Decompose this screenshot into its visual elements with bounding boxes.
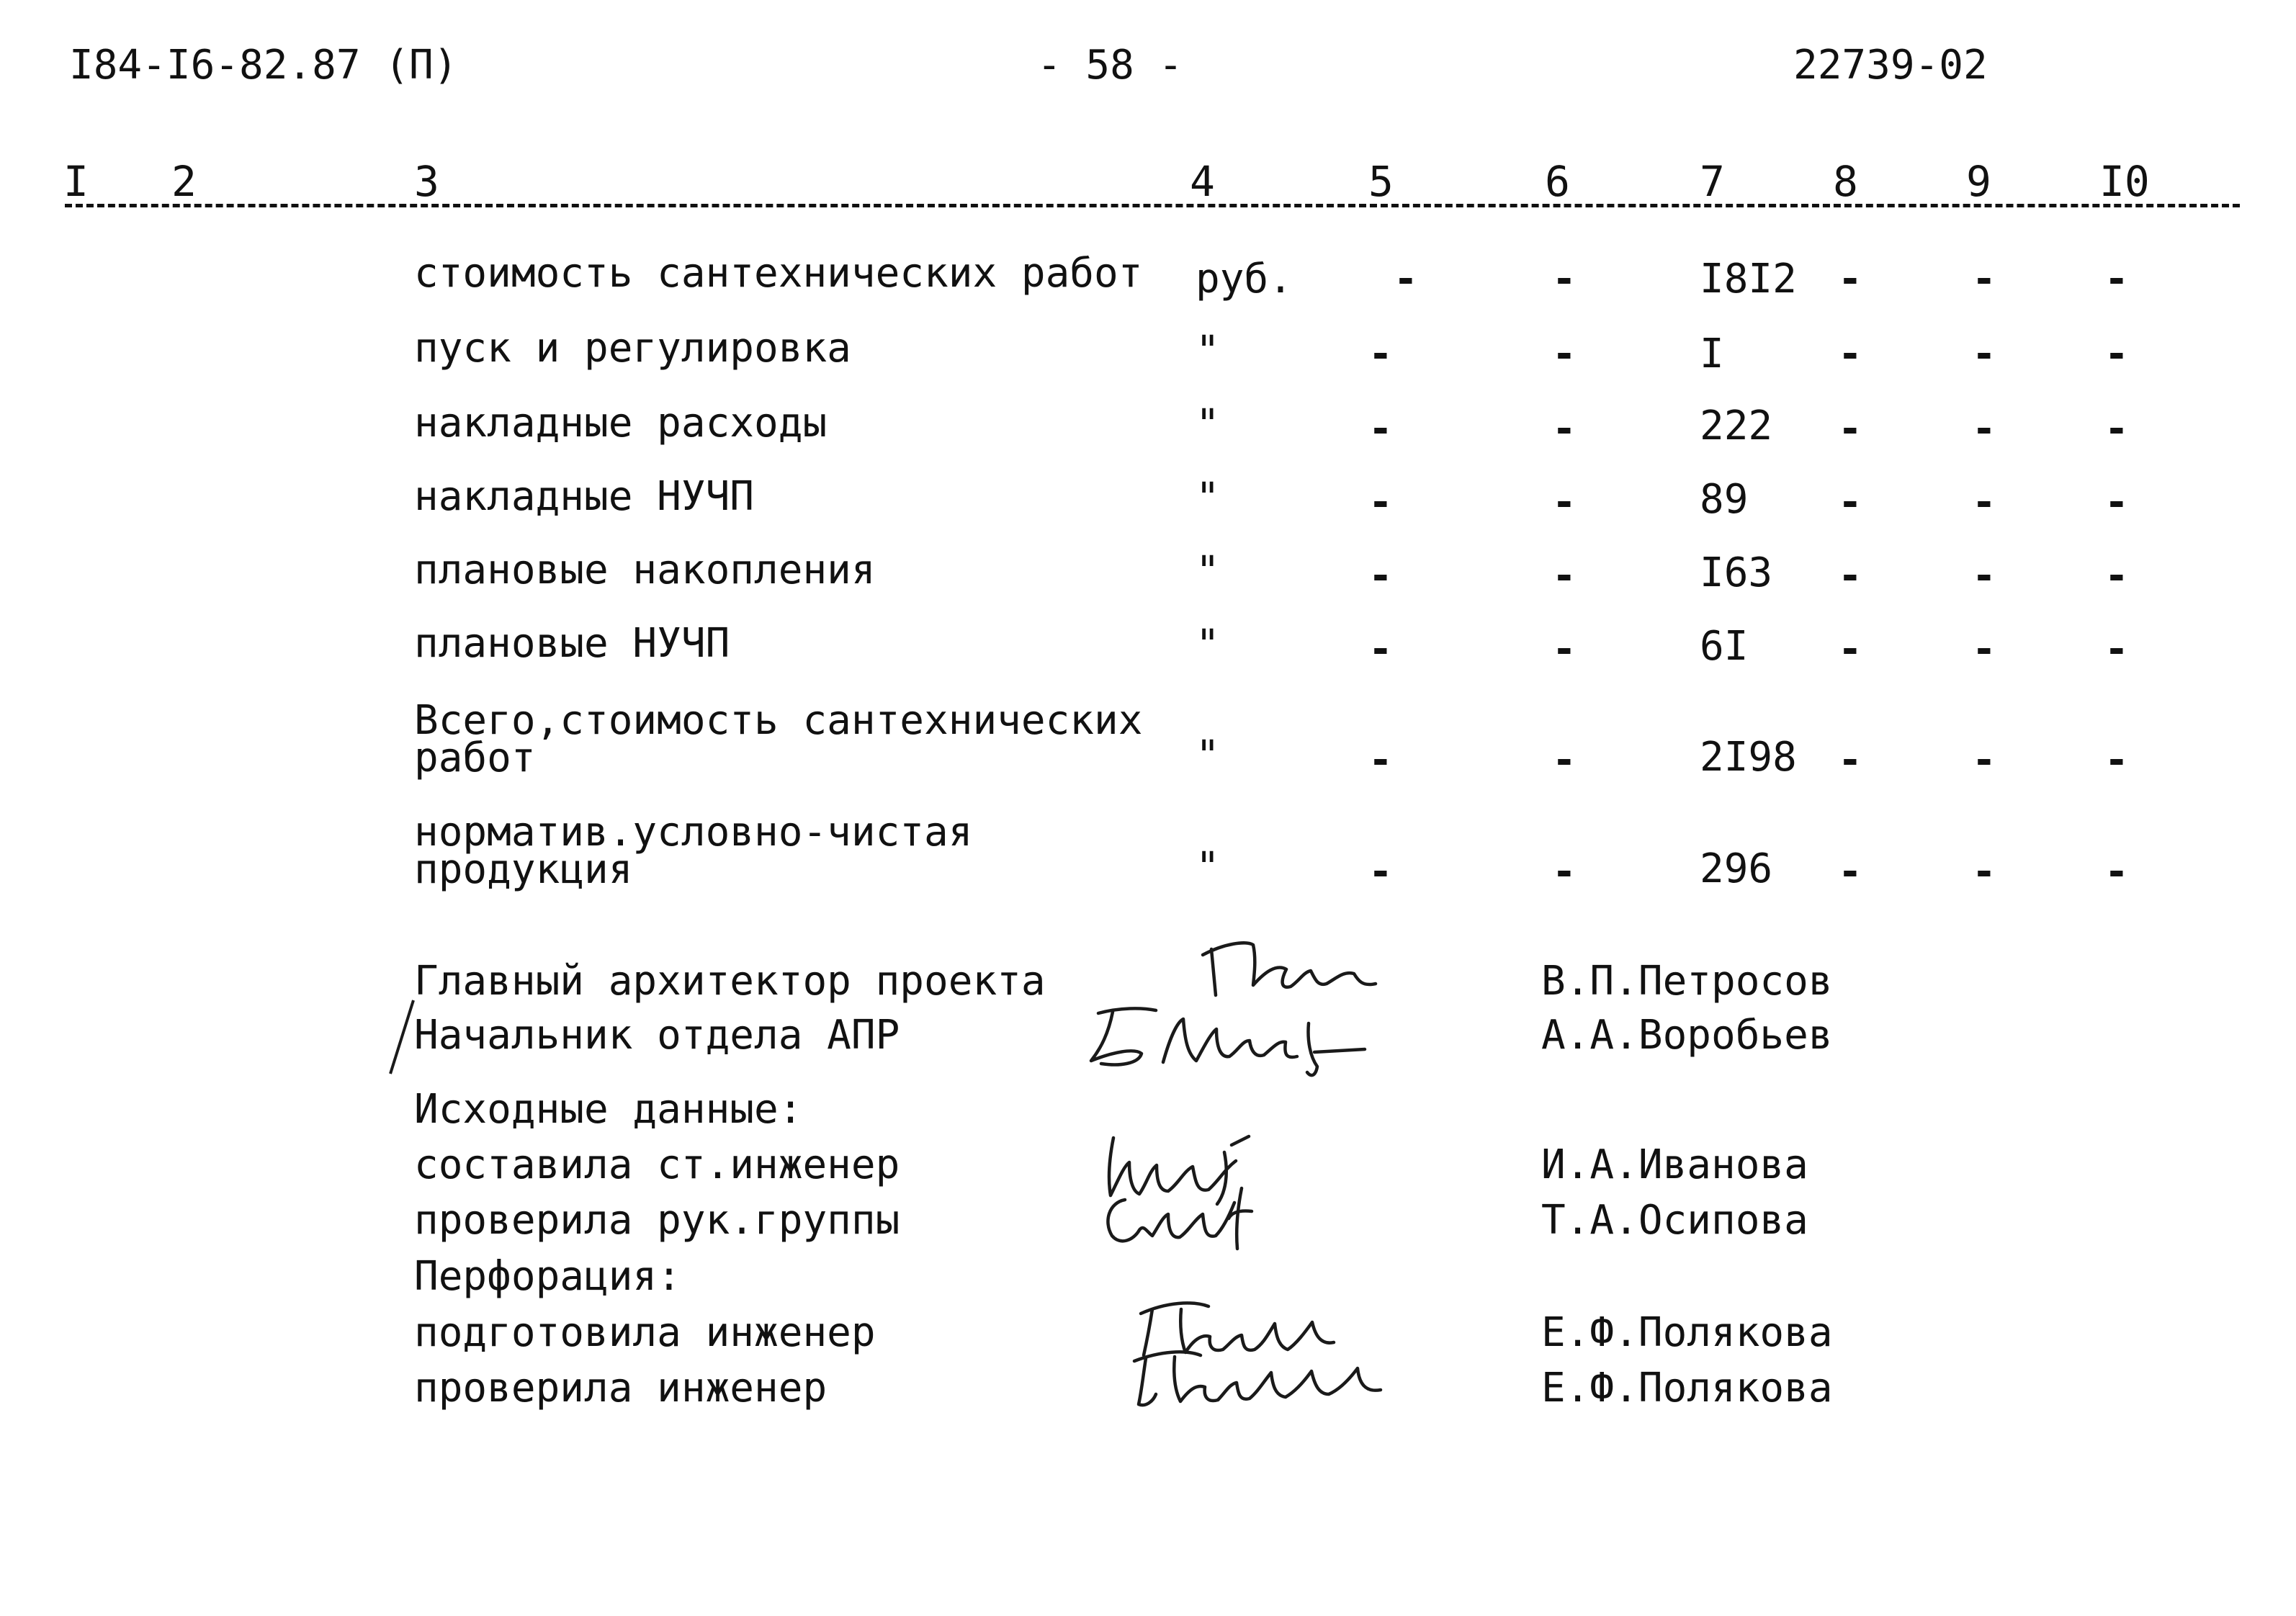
row-label: накладные расходы [414, 400, 828, 446]
row-label-line-2: работ [414, 735, 536, 781]
margin-slash-mark [387, 997, 416, 1077]
row-unit: руб. [1196, 256, 1293, 302]
cell-col10: - [2104, 479, 2129, 526]
compiled-by-name: И.А.Иванова [1541, 1141, 1808, 1188]
cell-col5: - [1368, 848, 1393, 895]
cell-col6: - [1552, 848, 1577, 895]
column-number-5: 5 [1368, 157, 1394, 206]
cell-col5: - [1368, 479, 1393, 526]
cell-col5: - [1368, 737, 1393, 784]
cell-col5: - [1368, 552, 1393, 599]
cell-col6: - [1552, 256, 1577, 302]
cell-col6: - [1552, 737, 1577, 784]
column-number-1: I [63, 157, 89, 206]
cell-col7: I [1700, 331, 1724, 377]
row-unit: " [1196, 732, 1220, 779]
cell-col9: - [1972, 737, 1996, 784]
cell-col9: - [1972, 405, 1996, 452]
cell-col9: - [1972, 479, 1996, 526]
row-label: стоимость сантехнических работ [414, 250, 1143, 297]
cell-col8: - [1838, 737, 1862, 784]
cell-col9: - [1972, 331, 1996, 377]
cell-col8: - [1838, 479, 1862, 526]
chief-architect-title: Главный архитектор проекта [414, 958, 1046, 1005]
cell-col9: - [1972, 552, 1996, 599]
row-label: плановые накопления [414, 547, 876, 593]
group-checker-name: Т.А.Осипова [1541, 1197, 1808, 1244]
row-label-line-1: Всего,стоимость сантехнических [414, 697, 1143, 744]
document-code: I84-I6-82.87 (П) [69, 42, 458, 89]
chief-architect-signature [1196, 929, 1383, 1008]
cell-col10: - [2104, 552, 2129, 599]
cell-col6: - [1552, 552, 1577, 599]
cell-col6: - [1552, 626, 1577, 673]
column-number-8: 8 [1833, 157, 1858, 206]
cell-col10: - [2104, 626, 2129, 673]
cell-col7: I8I2 [1700, 256, 1797, 302]
cell-col10: - [2104, 737, 2129, 784]
prepared-by-title: подготовила инженер [414, 1309, 876, 1356]
cell-col8: - [1838, 331, 1862, 377]
compiled-by-title: составила ст.инженер [414, 1141, 900, 1188]
row-unit: " [1196, 621, 1220, 668]
cell-col10: - [2104, 331, 2129, 377]
cell-col7: 296 [1700, 845, 1773, 892]
cell-col8: - [1838, 848, 1862, 895]
cell-col9: - [1972, 626, 1996, 673]
cell-col9: - [1972, 848, 1996, 895]
source-data-heading: Исходные данные: [414, 1086, 803, 1133]
cell-col8: - [1838, 552, 1862, 599]
cell-col10: - [2104, 848, 2129, 895]
chief-architect-name: В.П.Петросов [1541, 958, 1833, 1005]
column-number-7: 7 [1700, 157, 1725, 206]
cell-col5: - [1368, 626, 1393, 673]
cell-col7: 89 [1700, 476, 1749, 523]
dept-head-name: А.А.Воробьев [1541, 1012, 1833, 1059]
cell-col8: - [1838, 626, 1862, 673]
cell-col5: - [1368, 405, 1393, 452]
row-unit: " [1196, 401, 1220, 448]
cell-col6: - [1552, 479, 1577, 526]
column-number-4: 4 [1190, 157, 1215, 206]
perforation-heading: Перфорация: [414, 1253, 681, 1300]
engineer-checker-title: проверила инженер [414, 1365, 828, 1411]
cell-col7: I63 [1700, 549, 1773, 596]
document-number: 22739-02 [1793, 42, 1988, 89]
cell-col6: - [1552, 405, 1577, 452]
cell-col5: - [1394, 256, 1418, 302]
row-unit: " [1196, 475, 1220, 521]
column-number-9: 9 [1966, 157, 1991, 206]
group-checker-title: проверила рук.группы [414, 1197, 900, 1244]
cell-col9: - [1972, 256, 1996, 302]
prepared-by-name: Е.Ф.Полякова [1541, 1309, 1833, 1356]
cell-col10: - [2104, 256, 2129, 302]
cell-col6: - [1552, 331, 1577, 377]
cell-col5: - [1368, 331, 1393, 377]
column-number-6: 6 [1545, 157, 1570, 206]
column-number-3: 3 [414, 157, 439, 206]
group-checker-signature [1088, 1174, 1260, 1253]
page-number: - 58 - [1037, 42, 1183, 89]
dept-head-title: Начальник отдела АПР [414, 1012, 900, 1059]
row-label: плановые НУЧП [414, 620, 730, 667]
cell-col10: - [2104, 405, 2129, 452]
cell-col7: 6I [1700, 623, 1749, 670]
row-unit: " [1196, 328, 1220, 374]
row-unit: " [1196, 548, 1220, 595]
row-label-line-2: продукция [414, 846, 633, 893]
engineer-checker-signature [1120, 1339, 1386, 1411]
cell-col8: - [1838, 256, 1862, 302]
cell-col8: - [1838, 405, 1862, 452]
row-label: пуск и регулировка [414, 325, 851, 372]
column-number-10: I0 [2099, 157, 2150, 206]
header-dashed-rule [65, 204, 2240, 207]
row-label-line-1: норматив.условно-чистая [414, 809, 973, 856]
engineer-checker-name: Е.Ф.Полякова [1541, 1365, 1833, 1411]
column-number-2: 2 [171, 157, 197, 206]
row-unit: " [1196, 844, 1220, 891]
row-label: накладные НУЧП [414, 473, 755, 520]
cell-col7: 222 [1700, 403, 1773, 449]
cell-col7: 2I98 [1700, 734, 1797, 781]
dept-head-signature [1069, 997, 1372, 1077]
